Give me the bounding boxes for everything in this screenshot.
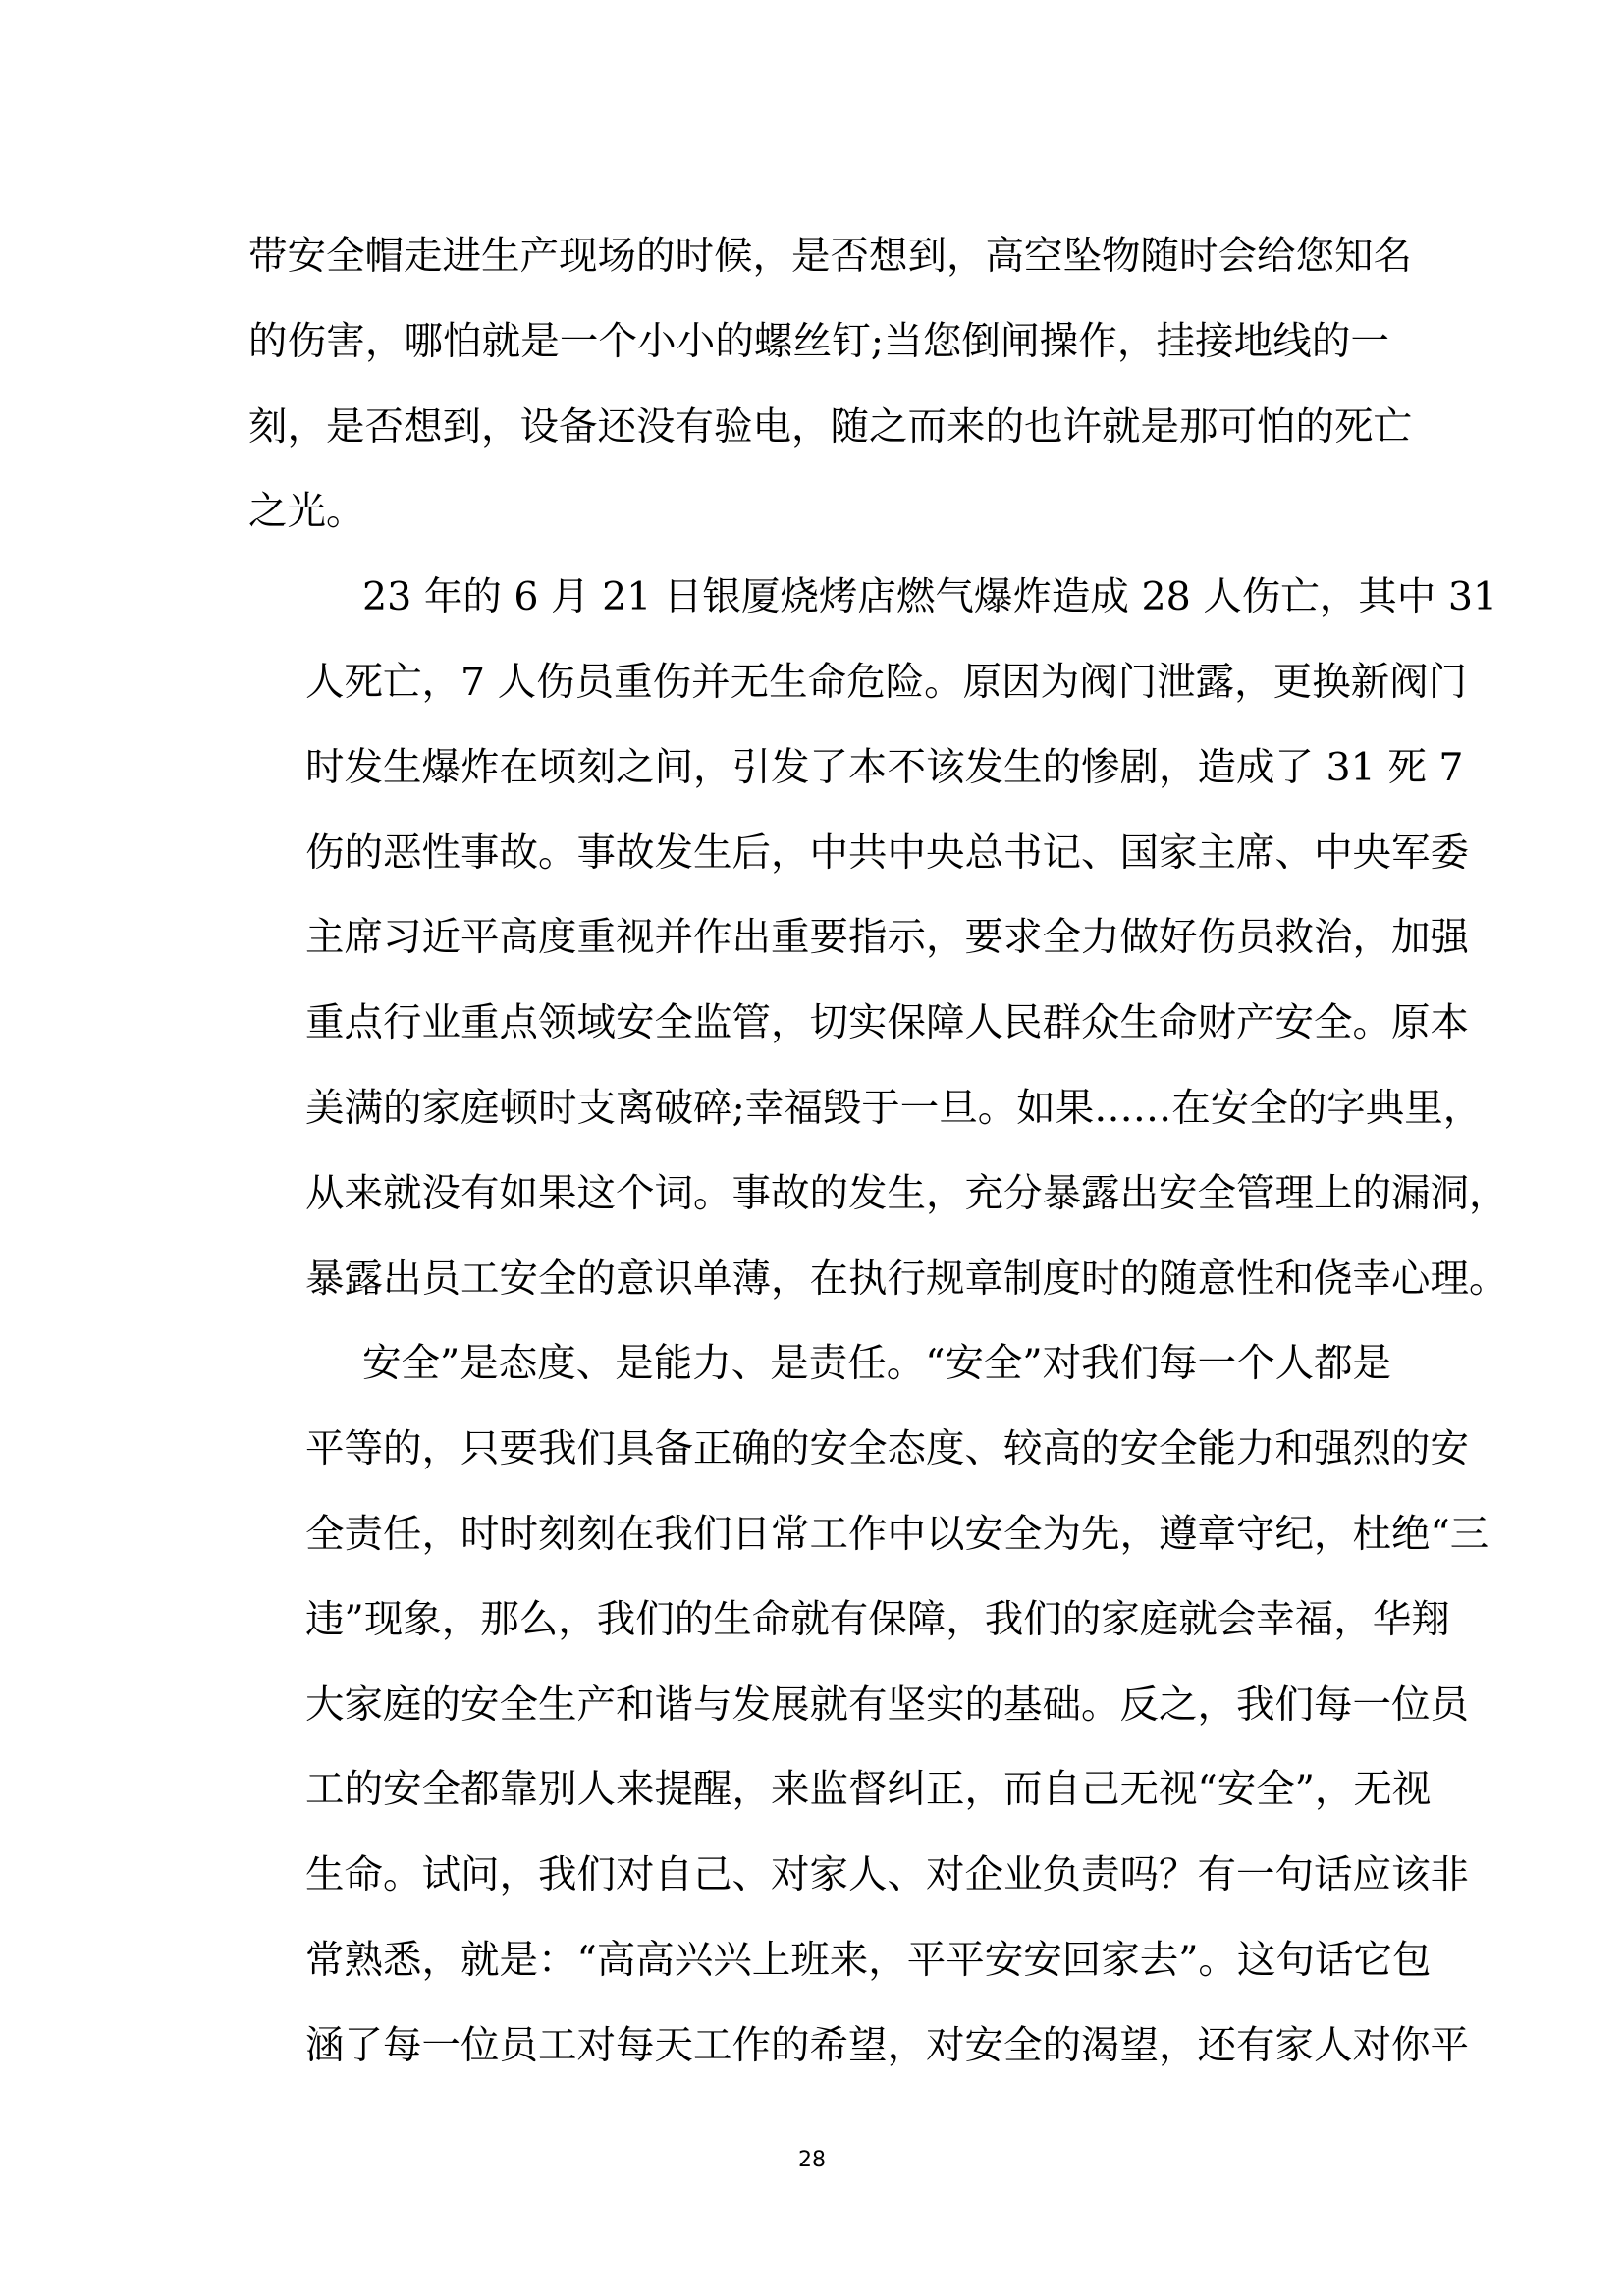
- text-line: 从来就没有如果这个词。事故的发生，充分暴露出安全管理上的漏洞，: [305, 1170, 1508, 1216]
- paragraph-safety-attitude: [248, 1321, 1489, 2088]
- text-line: 常熟悉，就是：“高高兴兴上班来，平平安安回家去”。这句话它包: [305, 1937, 1432, 1983]
- text-line: 23 年的 6 月 21 日银厦烧烤店燃气爆炸造成 28 人伤亡，其中 31: [362, 574, 1498, 620]
- text-line: 重点行业重点领域安全监管，切实保障人民群众生命财产安全。原本: [305, 1000, 1469, 1046]
- text-line: 时发生爆炸在顷刻之间，引发了本不该发生的惨剧，造成了 31 死 7: [305, 744, 1464, 790]
- text-line: 伤的恶性事故。事故发生后，中共中央总书记、国家主席、中央军委: [305, 829, 1469, 876]
- text-line: 带安全帽走进生产现场的时候，是否想到，高空坠物随时会给您知名: [248, 234, 1412, 279]
- text-line: 安全”是态度、是能力、是责任。“安全”对我们每一个人都是: [362, 1341, 1392, 1387]
- text-line: 违”现象，那么，我们的生命就有保障，我们的家庭就会幸福，华翔: [305, 1596, 1450, 1642]
- text-line: 人死亡，7 人伤员重伤并无生命危险。原因为阀门泄露，更换新阀门: [305, 659, 1468, 705]
- paragraph-accident-case: [248, 555, 1508, 1321]
- text-line: 暴露出员工安全的意识单薄，在执行规章制度时的随意性和侥幸心理。: [305, 1255, 1508, 1302]
- text-line: 主席习近平高度重视并作出重要指示，要求全力做好伤员救治，加强: [305, 915, 1469, 961]
- text-line: 大家庭的安全生产和谐与发展就有坚实的基础。反之，我们每一位员: [305, 1682, 1469, 1728]
- page-number: 28: [798, 2148, 826, 2172]
- text-line: 刻，是否想到，设备还没有验电，随之而来的也许就是那可怕的死亡: [248, 403, 1412, 450]
- text-line: 之光。: [248, 489, 365, 535]
- text-line: 美满的家庭顿时支离破碎;幸福毁于一旦。如果……在安全的字典里，: [305, 1085, 1483, 1131]
- text-line: 涵了每一位员工对每天工作的希望，对安全的渴望，还有家人对你平: [305, 2022, 1469, 2068]
- text-line: 平等的，只要我们具备正确的安全态度、较高的安全能力和强烈的安: [305, 1426, 1469, 1472]
- paragraph-hazard-reflection: [248, 214, 1412, 555]
- text-line: 生命。试问，我们对自己、对家人、对企业负责吗？有一句话应该非: [305, 1852, 1469, 1898]
- text-line: 工的安全都靠别人来提醒，来监督纠正，而自己无视“安全”，无视: [305, 1767, 1432, 1813]
- text-line: 全责任，时时刻刻在我们日常工作中以安全为先，遵章守纪，杜绝“三: [305, 1511, 1489, 1557]
- text-line: 的伤害，哪怕就是一个小小的螺丝钉;当您倒闸操作，挂接地线的一: [248, 318, 1389, 364]
- body-text: [248, 214, 1508, 2089]
